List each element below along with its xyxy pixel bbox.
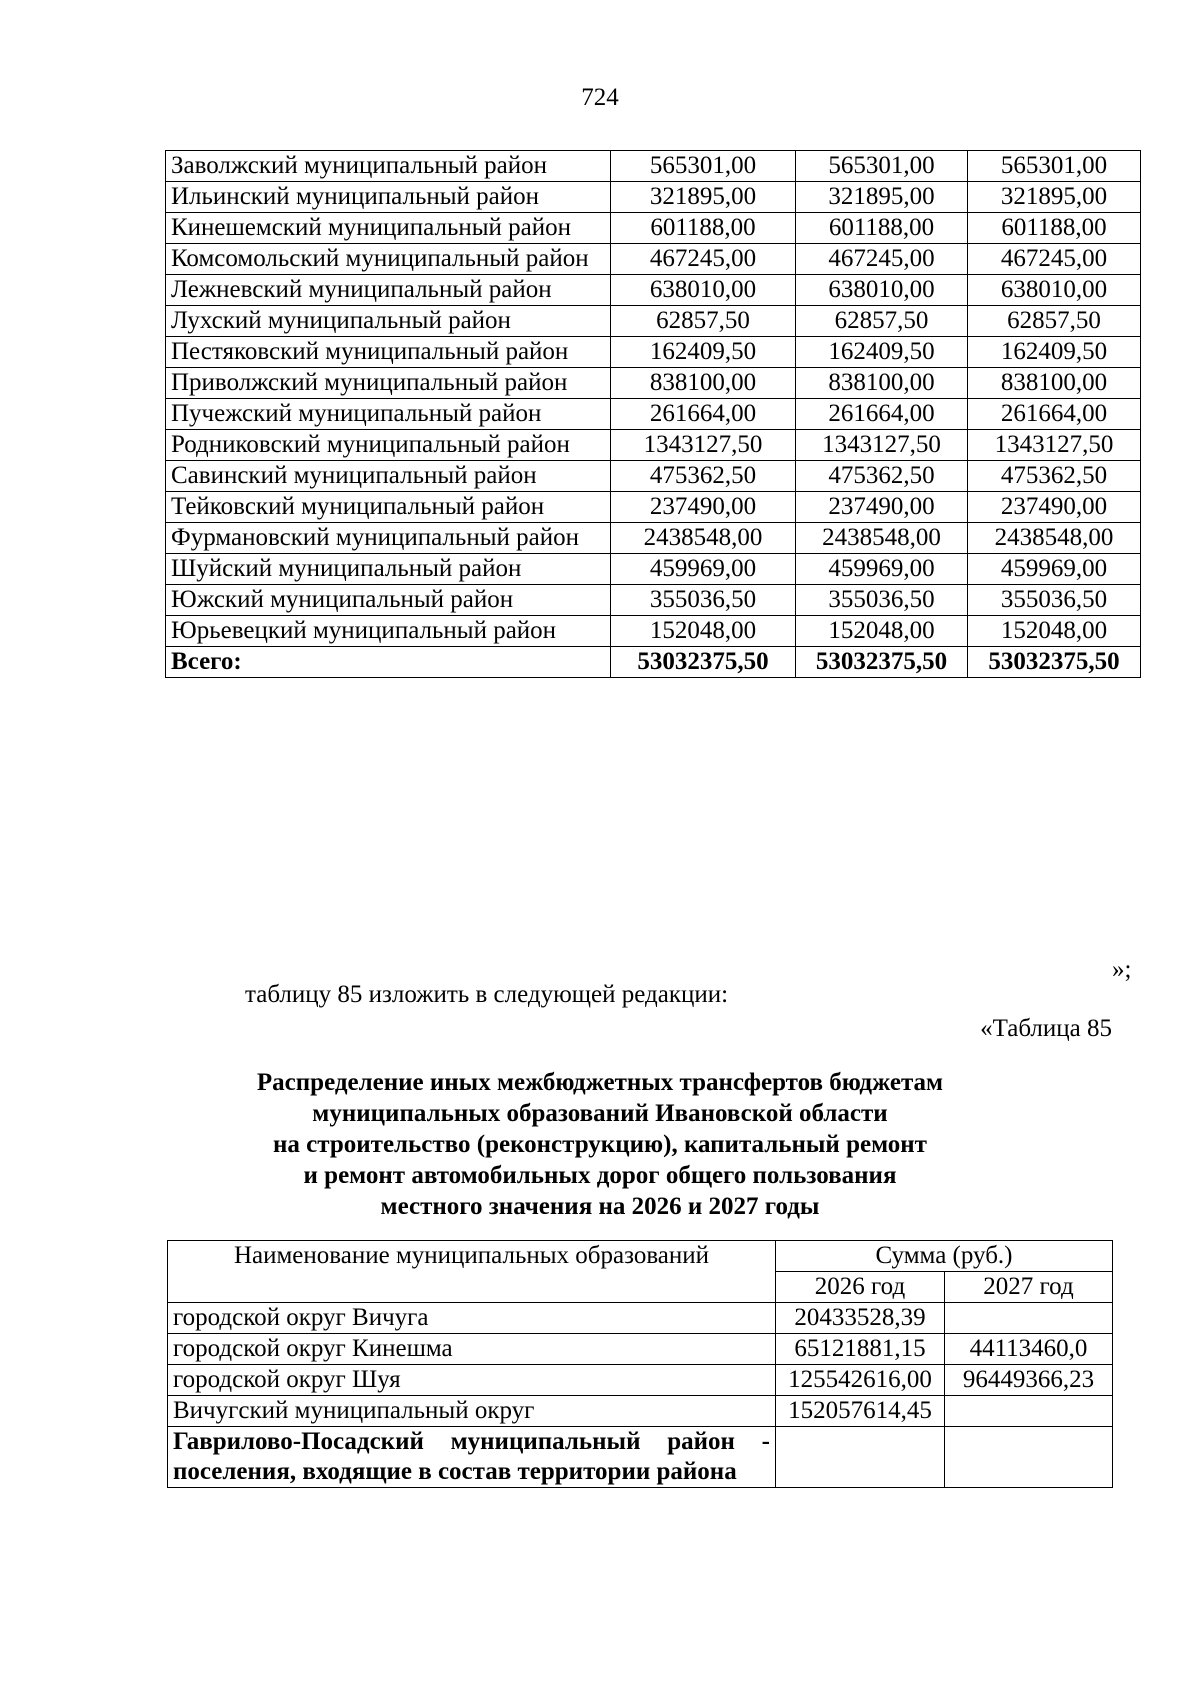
municipality-name: Кинешемский муниципальный район [166, 213, 611, 244]
amount-cell: 467245,00 [968, 244, 1141, 275]
distribution-table-continued [165, 150, 1141, 678]
table-row [168, 1365, 1113, 1396]
amount-cell: 355036,50 [611, 585, 796, 616]
amount-cell: 467245,00 [796, 244, 968, 275]
amount-cell: 237490,00 [796, 492, 968, 523]
amount-cell: 321895,00 [796, 182, 968, 213]
amount-cell: 2438548,00 [611, 523, 796, 554]
amount-cell: 1343127,50 [968, 430, 1141, 461]
municipality-name: Лежневский муниципальный район [166, 275, 611, 306]
municipality-name: Пучежский муниципальный район [166, 399, 611, 430]
amount-cell: 838100,00 [611, 368, 796, 399]
amount-cell: 152048,00 [796, 616, 968, 647]
amount-cell: 1343127,50 [611, 430, 796, 461]
municipality-name: Комсомольский муниципальный район [166, 244, 611, 275]
amount-2026: 20433528,39 [776, 1303, 945, 1334]
title-line: местного значения на 2026 и 2027 годы [380, 1193, 820, 1220]
amount-cell: 459969,00 [796, 554, 968, 585]
amount-cell: 565301,00 [796, 151, 968, 182]
municipality-name: Родниковский муниципальный район [166, 430, 611, 461]
amount-cell: 162409,50 [611, 337, 796, 368]
total-row [166, 647, 1141, 678]
amount-cell: 565301,00 [968, 151, 1141, 182]
amount-cell: 162409,50 [796, 337, 968, 368]
table-row [166, 430, 1141, 461]
amount-cell: 459969,00 [968, 554, 1141, 585]
total-amount: 53032375,50 [796, 647, 968, 678]
amount-cell: 1343127,50 [796, 430, 968, 461]
table-row [166, 244, 1141, 275]
amount-2026: 65121881,15 [776, 1334, 945, 1365]
municipality-name: Пестяковский муниципальный район [166, 337, 611, 368]
table-row [166, 368, 1141, 399]
amount-2027 [945, 1427, 1113, 1488]
amount-2027: 44113460,0 [945, 1334, 1113, 1365]
municipality-name: Лухский муниципальный район [166, 306, 611, 337]
closing-quote: »; [1112, 956, 1132, 983]
table-row [166, 523, 1141, 554]
table-row [166, 492, 1141, 523]
amount-cell: 565301,00 [611, 151, 796, 182]
municipality-name: городской округ Вичуга [168, 1303, 776, 1334]
amount-2027 [945, 1303, 1113, 1334]
amount-cell: 261664,00 [611, 399, 796, 430]
title-line: на строительство (реконструкцию), капитальный ремонт [273, 1131, 927, 1158]
amount-cell: 162409,50 [968, 337, 1141, 368]
distribution-table-85 [167, 1240, 1113, 1488]
header-year-2026: 2026 год [776, 1272, 945, 1303]
amount-cell: 62857,50 [611, 306, 796, 337]
amount-cell: 475362,50 [968, 461, 1141, 492]
amount-cell: 638010,00 [611, 275, 796, 306]
table-row [166, 275, 1141, 306]
header-name: Наименование муниципальных образований [168, 1241, 776, 1303]
amount-cell: 601188,00 [611, 213, 796, 244]
table-row [168, 1303, 1113, 1334]
amount-cell: 475362,50 [796, 461, 968, 492]
municipality-name: Вичугский муниципальный округ [168, 1396, 776, 1427]
municipality-name: Тейковский муниципальный район [166, 492, 611, 523]
amount-cell: 321895,00 [611, 182, 796, 213]
amount-cell: 152048,00 [968, 616, 1141, 647]
amount-2027 [945, 1396, 1113, 1427]
amount-cell: 261664,00 [796, 399, 968, 430]
table-row [166, 151, 1141, 182]
header-year-2027: 2027 год [945, 1272, 1113, 1303]
table-row [166, 585, 1141, 616]
amount-cell: 467245,00 [611, 244, 796, 275]
amount-cell: 475362,50 [611, 461, 796, 492]
amount-cell: 237490,00 [968, 492, 1141, 523]
amount-2027: 96449366,23 [945, 1365, 1113, 1396]
table-row [166, 182, 1141, 213]
municipality-name: Шуйский муниципальный район [166, 554, 611, 585]
municipality-name: Юрьевецкий муниципальный район [166, 616, 611, 647]
amount-2026: 125542616,00 [776, 1365, 945, 1396]
total-amount: 53032375,50 [968, 647, 1141, 678]
table-row [166, 306, 1141, 337]
amount-cell: 237490,00 [611, 492, 796, 523]
header-sum: Сумма (руб.) [776, 1241, 1113, 1272]
table-header-row [168, 1241, 1113, 1272]
amount-cell: 2438548,00 [796, 523, 968, 554]
amount-cell: 355036,50 [968, 585, 1141, 616]
amount-cell: 321895,00 [968, 182, 1141, 213]
title-line: муниципальных образований Ивановской области [312, 1100, 888, 1127]
amount-cell: 459969,00 [611, 554, 796, 585]
municipality-name: городской округ Шуя [168, 1365, 776, 1396]
amount-cell: 838100,00 [796, 368, 968, 399]
table-row [166, 616, 1141, 647]
municipality-name: Савинский муниципальный район [166, 461, 611, 492]
amount-cell: 601188,00 [968, 213, 1141, 244]
municipality-name: Заволжский муниципальный район [166, 151, 611, 182]
amount-2026: 152057614,45 [776, 1396, 945, 1427]
amount-2026 [776, 1427, 945, 1488]
municipality-name: городской округ Кинешма [168, 1334, 776, 1365]
table-row [168, 1427, 1113, 1488]
municipality-name: Фурмановский муниципальный район [166, 523, 611, 554]
municipality-name: Ильинский муниципальный район [166, 182, 611, 213]
amount-cell: 152048,00 [611, 616, 796, 647]
title-line: и ремонт автомобильных дорог общего пользования [303, 1162, 897, 1189]
total-amount: 53032375,50 [611, 647, 796, 678]
total-label: Всего: [166, 647, 611, 678]
amount-cell: 62857,50 [796, 306, 968, 337]
amount-cell: 838100,00 [968, 368, 1141, 399]
instruction-text: таблицу 85 изложить в следующей редакции: [245, 981, 729, 1008]
table-row [166, 461, 1141, 492]
amount-cell: 62857,50 [968, 306, 1141, 337]
municipality-name: Приволжский муниципальный район [166, 368, 611, 399]
table-row [168, 1334, 1113, 1365]
amount-cell: 601188,00 [796, 213, 968, 244]
title-line: Распределение иных межбюджетных трансфертов бюджетам [256, 1069, 944, 1096]
amount-cell: 638010,00 [968, 275, 1141, 306]
municipality-name: Гаврилово-Посадский муниципальный район - поселения, входящие в состав территории района [168, 1427, 776, 1488]
page-number: 724 [581, 84, 619, 111]
amount-cell: 261664,00 [968, 399, 1141, 430]
table-row [166, 399, 1141, 430]
amount-cell: 638010,00 [796, 275, 968, 306]
table-row [166, 337, 1141, 368]
table-row [168, 1396, 1113, 1427]
table-title [180, 1067, 1020, 1222]
table-row [166, 554, 1141, 585]
municipality-name: Южский муниципальный район [166, 585, 611, 616]
amount-cell: 2438548,00 [968, 523, 1141, 554]
amount-cell: 355036,50 [796, 585, 968, 616]
table-row [166, 213, 1141, 244]
table-label: «Таблица 85 [980, 1015, 1112, 1042]
